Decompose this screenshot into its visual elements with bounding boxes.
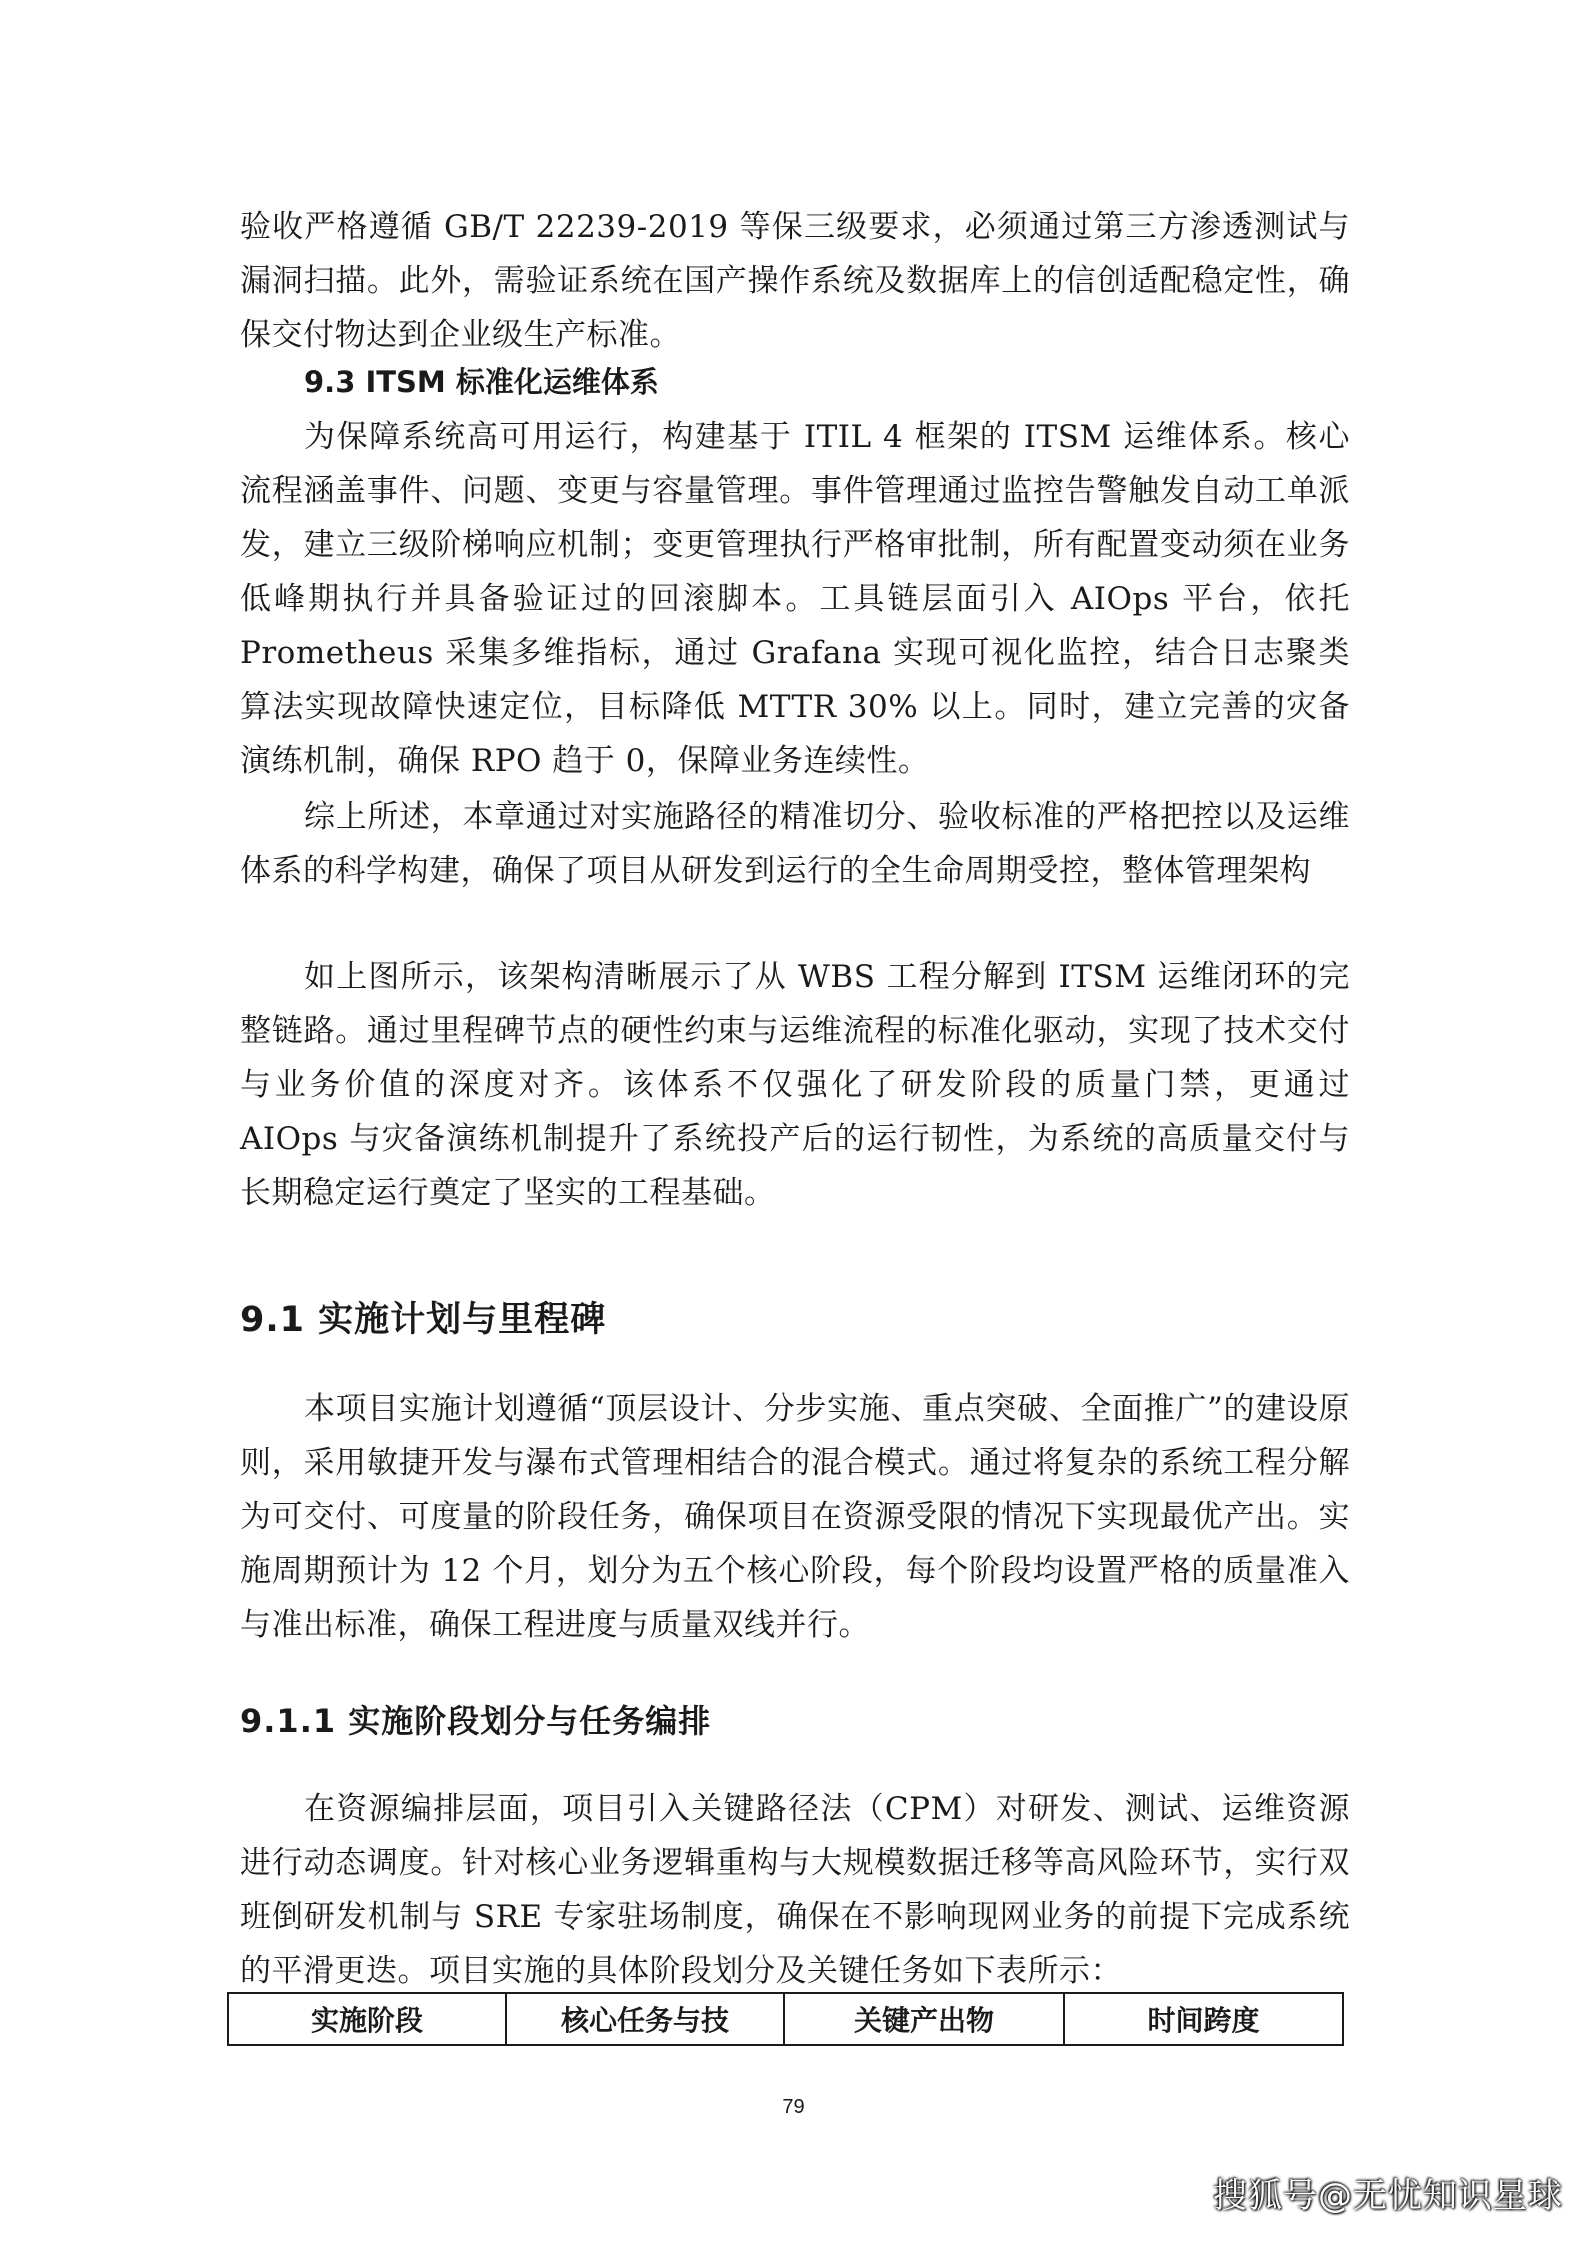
intro-paragraph: 验收严格遵循 GB/T 22239-2019 等保三级要求，必须通过第三方渗透测试与漏洞扫描。此外，需验证系统在国产操作系统及数据库上的信创适配稳定性，确保交付物达到企业级生产标准。	[240, 209, 1350, 353]
section-9-3-paragraph: 为保障系统高可用运行，构建基于 ITIL 4 框架的 ITSM 运维体系。核心流程涵盖事件、问题、变更与容量管理。事件管理通过监控告警触发自动工单派发，建立三级阶梯响应机制；变更管理执行严格审批制，所有配置变动须在业务低峰期执行并具备验证过的回滚脚本。工具链层面引入 AIOps 平台，依托 Prometheus 采集多维指标，通过 Grafana 实现可视化监控，结合日志聚类算法实现故障快速定位，目标降低 MTTR 30% 以上。同时，建立完善的灾备演练机制，确保 RPO 趋于 0，保障业务连续性。	[240, 419, 1350, 779]
table-header-row	[228, 1993, 1343, 2045]
implementation-phase-table	[227, 1992, 1342, 2046]
figure-description-paragraph: 如上图所示，该架构清晰展示了从 WBS 工程分解到 ITSM 运维闭环的完整链路。通过里程碑节点的硬性约束与运维流程的标准化驱动，实现了技术交付与业务价值的深度对齐。该体系不仅强化了研发阶段的质量门禁，更通过 AIOps 与灾备演练机制提升了系统投产后的运行韧性，为系统的高质量交付与长期稳定运行奠定了坚实的工程基础。	[240, 959, 1350, 1211]
summary-paragraph: 综上所述，本章通过对实施路径的精准切分、验收标准的严格把控以及运维体系的科学构建，确保了项目从研发到运行的全生命周期受控，整体管理架构	[240, 799, 1350, 889]
table-header-phase: 实施阶段	[228, 1993, 506, 2045]
section-9-1-heading: 9.1 实施计划与里程碑	[240, 1300, 607, 1340]
section-9-1-1-heading: 9.1.1 实施阶段划分与任务编排	[240, 1702, 712, 1740]
watermark: 搜狐号@无忧知识星球	[1213, 2176, 1563, 2216]
table-header-core-tasks: 核心任务与技	[506, 1993, 784, 2045]
table-header-timespan: 时间跨度	[1064, 1993, 1343, 2045]
page-number: 79	[782, 2096, 805, 2118]
section-9-3-heading: 9.3 ITSM 标准化运维体系	[304, 365, 659, 399]
section-9-1-paragraph: 本项目实施计划遵循“顶层设计、分步实施、重点突破、全面推广”的建设原则，采用敏捷开发与瀑布式管理相结合的混合模式。通过将复杂的系统工程分解为可交付、可度量的阶段任务，确保项目在资源受限的情况下实现最优产出。实施周期预计为 12 个月，划分为五个核心阶段，每个阶段均设置严格的质量准入与准出标准，确保工程进度与质量双线并行。	[240, 1391, 1350, 1643]
section-9-1-1-paragraph: 在资源编排层面，项目引入关键路径法（CPM）对研发、测试、运维资源进行动态调度。针对核心业务逻辑重构与大规模数据迁移等高风险环节，实行双班倒研发机制与 SRE 专家驻场制度，确保在不影响现网业务的前提下完成系统的平滑更迭。项目实施的具体阶段划分及关键任务如下表所示：	[240, 1791, 1350, 1989]
table-header-deliverables: 关键产出物	[784, 1993, 1064, 2045]
